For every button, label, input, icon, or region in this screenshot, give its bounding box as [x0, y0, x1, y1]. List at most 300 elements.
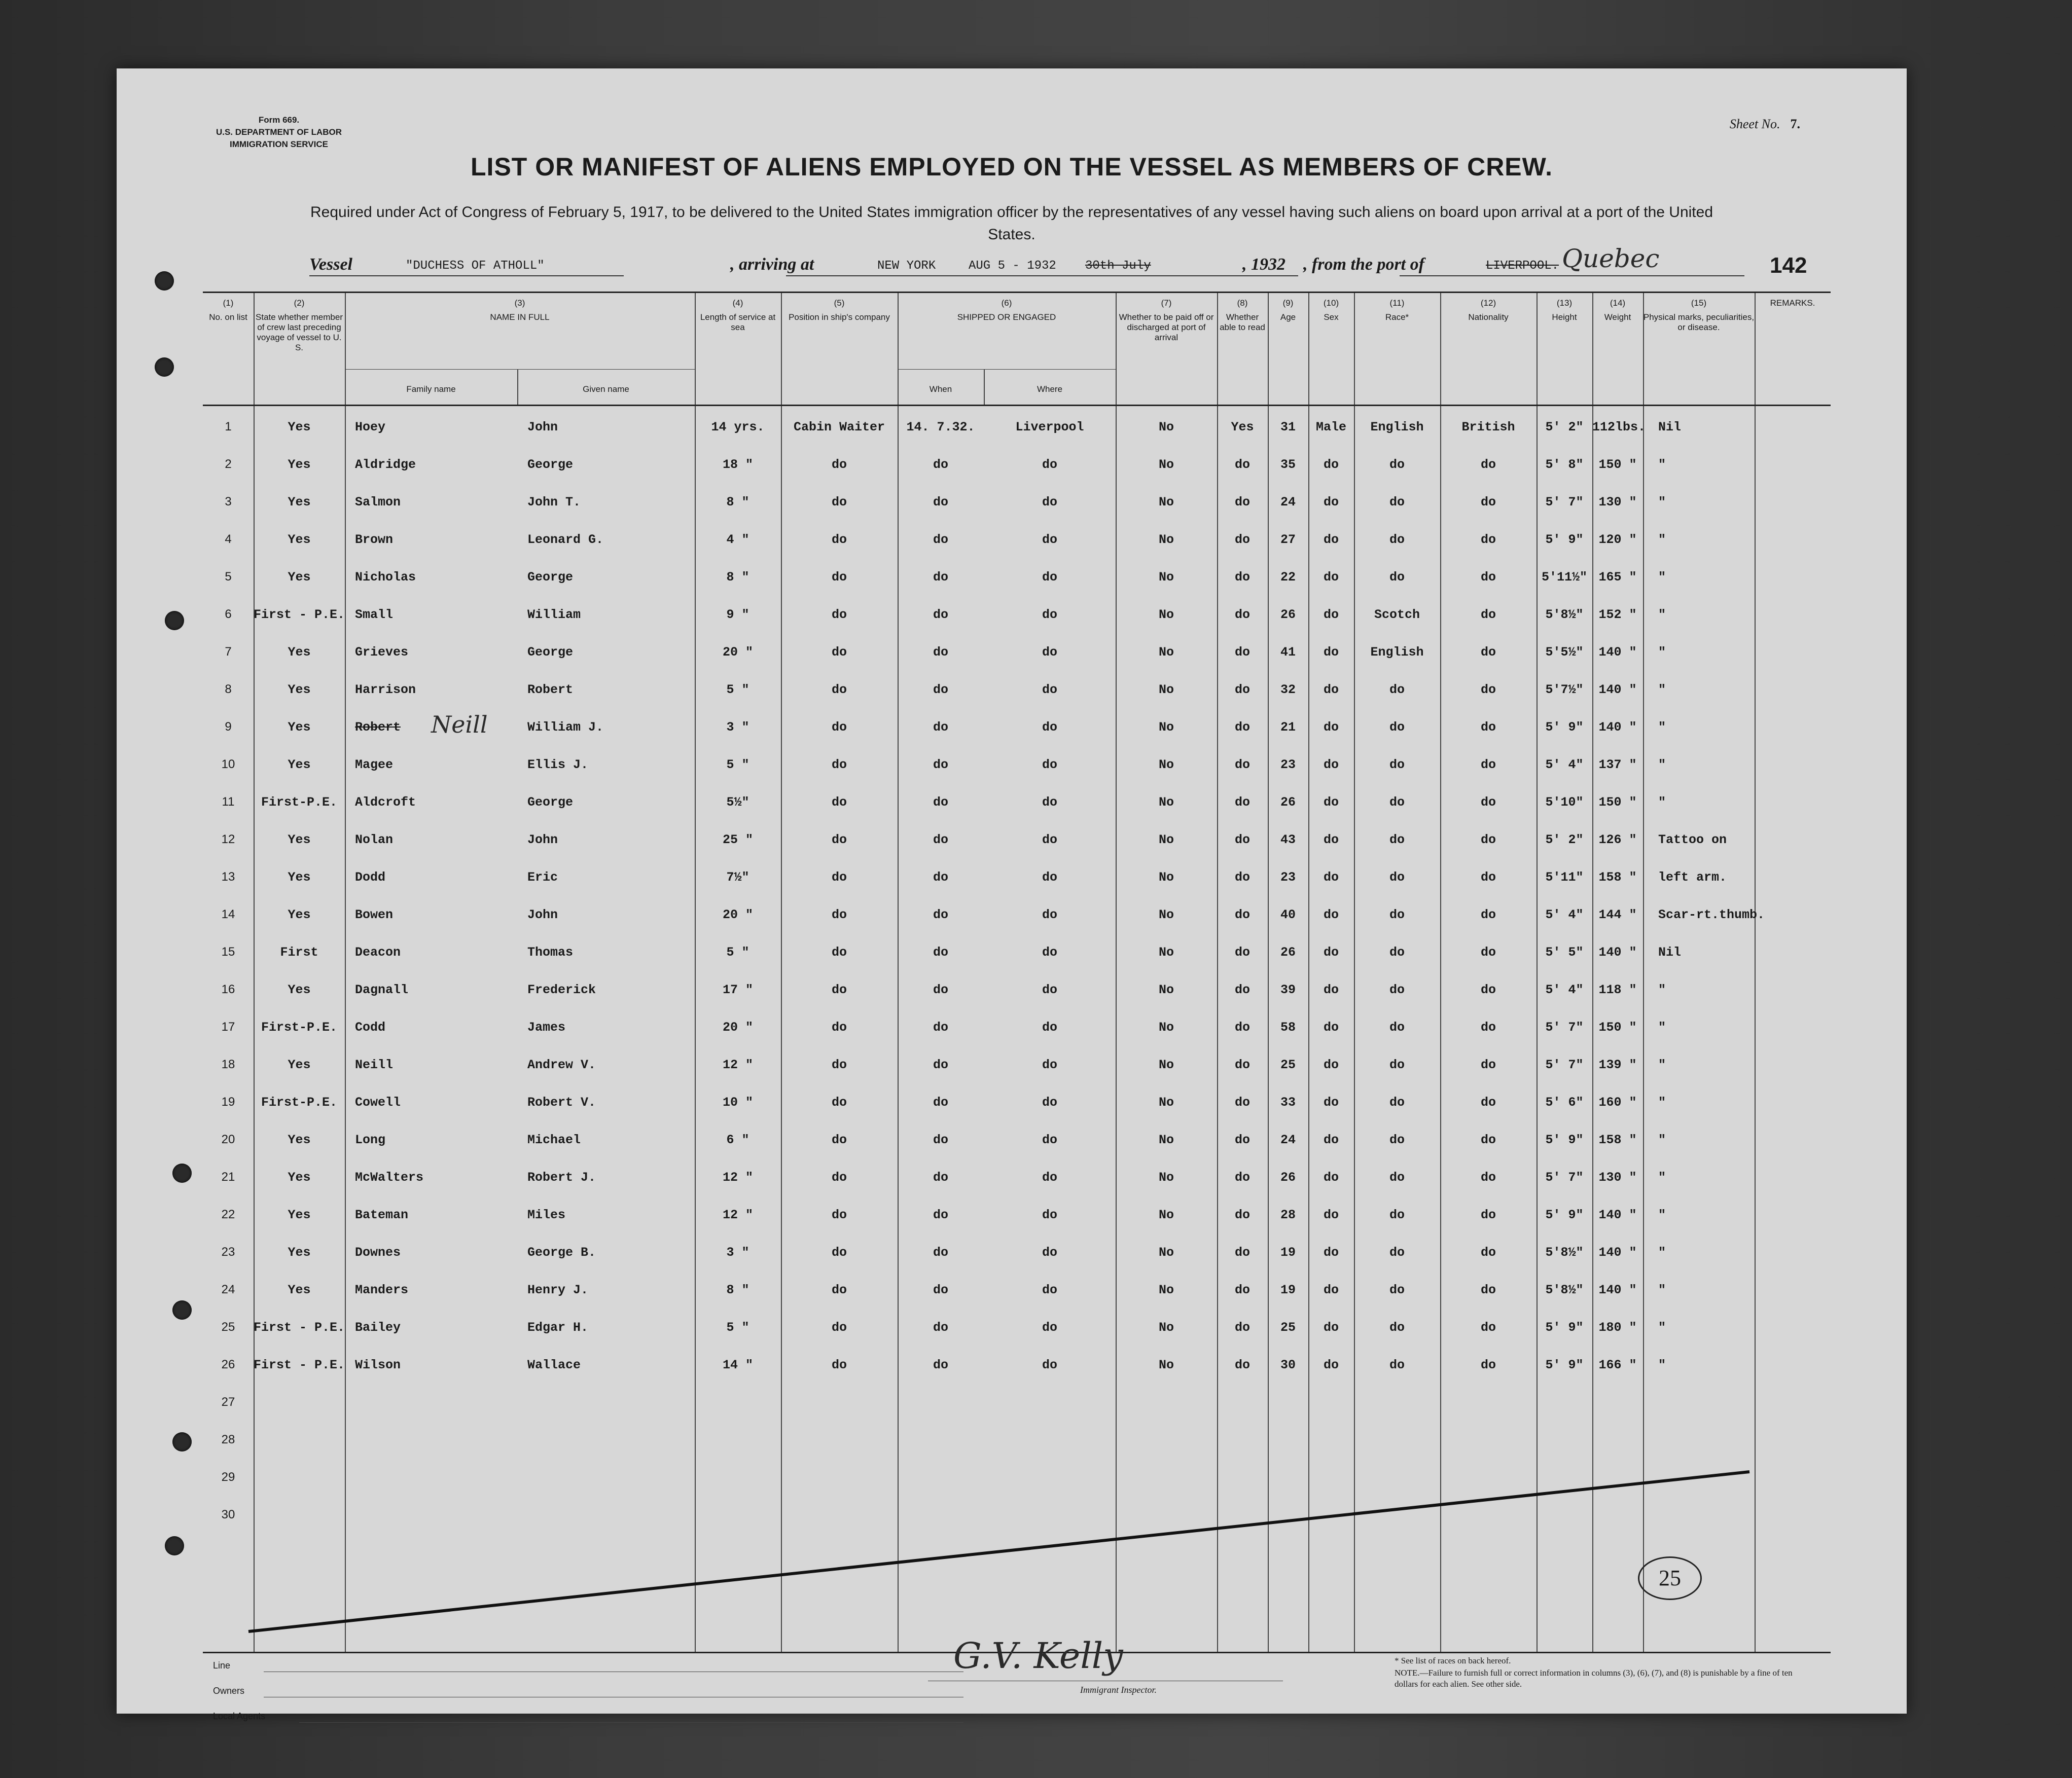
when-subheader: When [929, 384, 952, 394]
previous-voyage: First - P.E. [254, 607, 345, 622]
race: do [1389, 682, 1405, 697]
previous-voyage: Yes [288, 495, 311, 510]
nationality: do [1480, 1133, 1496, 1147]
row-number: 4 [225, 532, 232, 546]
previous-voyage: Yes [288, 1058, 311, 1072]
position: do [831, 1133, 847, 1147]
race: do [1389, 495, 1405, 510]
position: do [831, 607, 847, 622]
position: do [831, 870, 847, 885]
physical-marks: " [1658, 457, 1666, 472]
position: do [831, 570, 847, 585]
height: 5' 9" [1545, 1208, 1584, 1222]
service-length: 9 " [726, 607, 749, 622]
family-name: Robert [355, 720, 401, 735]
service-length: 8 " [726, 495, 749, 510]
binder-hole [155, 271, 174, 291]
paid-off: No [1158, 1283, 1174, 1297]
able-to-read: do [1234, 1358, 1250, 1372]
shipped-when: do [933, 720, 948, 735]
shipped-when: do [933, 457, 948, 472]
sheet-number [1730, 117, 1800, 132]
shipped-when: do [933, 495, 948, 510]
row-number: 17 [221, 1020, 235, 1034]
family-name: Magee [355, 757, 394, 772]
family-name: Brown [355, 532, 394, 547]
race: do [1389, 945, 1405, 960]
service-length: 20 " [722, 645, 753, 660]
nationality: do [1480, 757, 1496, 772]
given-name: Edgar H. [527, 1320, 589, 1335]
able-to-read: do [1234, 682, 1250, 697]
struck-port: LIVERPOOL. [1486, 259, 1559, 273]
given-name: George [527, 795, 574, 810]
nationality: do [1480, 607, 1496, 622]
service-length: 12 " [722, 1058, 753, 1072]
family-name: Deacon [355, 945, 401, 960]
physical-marks: left arm. [1658, 870, 1727, 885]
sex: do [1323, 1170, 1339, 1185]
previous-voyage: Yes [288, 1245, 311, 1260]
weight: 152 " [1598, 607, 1637, 622]
nationality: do [1480, 1170, 1496, 1185]
service-length: 20 " [722, 908, 753, 922]
weight: 140 " [1598, 1245, 1637, 1260]
shipped-where: do [1042, 645, 1057, 660]
service-length: 17 " [722, 983, 753, 997]
race: do [1389, 908, 1405, 922]
previous-voyage: Yes [288, 983, 311, 997]
previous-voyage: Yes [288, 870, 311, 885]
binder-hole [172, 1164, 192, 1183]
paid-off: No [1158, 870, 1174, 885]
race: do [1389, 1358, 1405, 1372]
family-name: Dagnall [355, 983, 409, 997]
service-length: 5 " [726, 945, 749, 960]
shipped-where: do [1042, 832, 1057, 847]
given-name: Wallace [527, 1358, 581, 1372]
race: do [1389, 795, 1405, 810]
age: 21 [1280, 720, 1296, 735]
physical-marks: " [1658, 1133, 1666, 1147]
family-name: Nicholas [355, 570, 416, 585]
height: 5' 7" [1545, 1058, 1584, 1072]
row-number: 10 [221, 757, 235, 771]
position: do [831, 1245, 847, 1260]
given-name: Leonard G. [527, 532, 604, 547]
family-name: Dodd [355, 870, 386, 885]
header-col-6-number: (6) [1001, 298, 1012, 308]
physical-marks: Tattoo on [1658, 832, 1727, 847]
shipped-when: do [933, 832, 948, 847]
agents-underline [299, 1722, 963, 1723]
shipped-where: do [1042, 945, 1057, 960]
paid-off: No [1158, 1170, 1174, 1185]
weight: 166 " [1598, 1358, 1637, 1372]
family-name: Bateman [355, 1208, 409, 1222]
previous-voyage: First-P.E. [261, 795, 338, 810]
previous-voyage: First-P.E. [261, 1095, 338, 1110]
header-col-12-label: Nationality [1468, 312, 1509, 322]
height: 5' 2" [1545, 832, 1584, 847]
paid-off: No [1158, 420, 1174, 434]
sex: do [1323, 832, 1339, 847]
previous-voyage: Yes [288, 532, 311, 547]
row-number: 22 [221, 1208, 235, 1221]
age: 32 [1280, 682, 1296, 697]
position: do [831, 1320, 847, 1335]
nationality: do [1480, 570, 1496, 585]
able-to-read: do [1234, 495, 1250, 510]
weight: 140 " [1598, 945, 1637, 960]
row-number: 1 [225, 420, 232, 433]
paid-off: No [1158, 1358, 1174, 1372]
height: 5' 7" [1545, 1020, 1584, 1035]
inspector-signature: G.V. Kelly [953, 1635, 1123, 1677]
race: do [1389, 720, 1405, 735]
row-number: 28 [221, 1433, 235, 1446]
given-name: Andrew V. [527, 1058, 596, 1072]
height: 5' 5" [1545, 945, 1584, 960]
nationality: do [1480, 1208, 1496, 1222]
nationality: do [1480, 832, 1496, 847]
age: 31 [1280, 420, 1296, 434]
race: English [1370, 420, 1424, 434]
physical-marks: " [1658, 1020, 1666, 1035]
race: do [1389, 1283, 1405, 1297]
header-col-12-number: (12) [1480, 298, 1496, 308]
physical-marks: " [1658, 495, 1666, 510]
height: 5' 4" [1545, 983, 1584, 997]
row-number: 9 [225, 720, 232, 734]
row-number: 19 [221, 1095, 235, 1109]
previous-voyage: Yes [288, 720, 311, 735]
header-col-6-label: SHIPPED OR ENGAGED [957, 312, 1056, 322]
paid-off: No [1158, 908, 1174, 922]
family-name: Cowell [355, 1095, 401, 1110]
family-name: Bowen [355, 908, 394, 922]
height: 5'8½" [1545, 607, 1584, 622]
physical-marks: Scar-rt.thumb. [1658, 908, 1765, 922]
row-number: 23 [221, 1245, 235, 1259]
shipped-when: do [933, 532, 948, 547]
nationality: do [1480, 1095, 1496, 1110]
header-col-14-label: Weight [1604, 312, 1631, 322]
local-agents-label: Local Agents [213, 1711, 266, 1721]
shipped-where: do [1042, 1320, 1057, 1335]
shipped-when: do [933, 607, 948, 622]
shipped-where: do [1042, 682, 1057, 697]
row-number: 2 [225, 457, 232, 471]
race: Scotch [1374, 607, 1420, 622]
arriving-port: NEW YORK [877, 259, 936, 273]
previous-voyage: Yes [288, 457, 311, 472]
sex: do [1323, 607, 1339, 622]
able-to-read: do [1234, 570, 1250, 585]
height: 5'8½" [1545, 1283, 1584, 1297]
sex: do [1323, 1095, 1339, 1110]
able-to-read: do [1234, 908, 1250, 922]
service-name: IMMIGRATION SERVICE [230, 139, 328, 149]
age: 33 [1280, 1095, 1296, 1110]
row-number: 5 [225, 570, 232, 584]
able-to-read: do [1234, 832, 1250, 847]
paid-off: No [1158, 1320, 1174, 1335]
service-length: 20 " [722, 1020, 753, 1035]
race: do [1389, 1020, 1405, 1035]
sheet-number-value: 7. [1790, 117, 1800, 131]
shipped-where: do [1042, 757, 1057, 772]
header-col-2-number: (2) [294, 298, 305, 308]
nationality: do [1480, 1320, 1496, 1335]
header-col-3-number: (3) [514, 298, 525, 308]
previous-voyage: First - P.E. [254, 1320, 345, 1335]
position: do [831, 495, 847, 510]
given-name: Frederick [527, 983, 596, 997]
binder-hole [155, 357, 174, 377]
position: do [831, 1095, 847, 1110]
position: do [831, 983, 847, 997]
race: do [1389, 870, 1405, 885]
position: do [831, 945, 847, 960]
header-col-9-number: (9) [1282, 298, 1294, 308]
given-name: George [527, 645, 574, 660]
row-number: 25 [221, 1320, 235, 1334]
shipped-where: do [1042, 1245, 1057, 1260]
row-number: 20 [221, 1133, 235, 1146]
header-col-10-number: (10) [1323, 298, 1339, 308]
header-col-10-label: Sex [1324, 312, 1339, 322]
height: 5'5½" [1545, 645, 1584, 660]
shipped-when: do [933, 645, 948, 660]
shipped-where: do [1042, 908, 1057, 922]
paid-off: No [1158, 495, 1174, 510]
document-title: LIST OR MANIFEST OF ALIENS EMPLOYED ON THE VESSEL AS MEMBERS OF CREW. [471, 153, 1553, 181]
sex: do [1323, 532, 1339, 547]
shipped-when: 14. 7.32. [906, 420, 975, 434]
height: 5'11½" [1541, 570, 1587, 585]
service-length: 5½" [726, 795, 749, 810]
physical-marks: " [1658, 757, 1666, 772]
header-col-5-label: Position in ship's company [789, 312, 890, 322]
vessel-label: Vessel [309, 255, 352, 274]
service-length: 6 " [726, 1133, 749, 1147]
service-length: 14 " [722, 1358, 753, 1372]
family-name: Salmon [355, 495, 401, 510]
family-name: Hoey [355, 420, 386, 434]
age: 35 [1280, 457, 1296, 472]
row-number: 7 [225, 645, 232, 659]
shipped-when: do [933, 570, 948, 585]
age: 25 [1280, 1320, 1296, 1335]
family-name-subheader: Family name [406, 384, 456, 394]
age: 43 [1280, 832, 1296, 847]
header-col-13-number: (13) [1556, 298, 1573, 308]
sex: do [1323, 795, 1339, 810]
given-name: Miles [527, 1208, 566, 1222]
header-col-14-number: (14) [1610, 298, 1626, 308]
sex: do [1323, 1283, 1339, 1297]
able-to-read: do [1234, 983, 1250, 997]
date-stamp: AUG 5 - 1932 [969, 259, 1056, 273]
where-subheader: Where [1037, 384, 1063, 394]
header-col-5-number: (5) [834, 298, 845, 308]
weight: 150 " [1598, 795, 1637, 810]
service-length: 18 " [722, 457, 753, 472]
weight: 120 " [1598, 532, 1637, 547]
row-number: 15 [221, 945, 235, 959]
height: 5' 7" [1545, 495, 1584, 510]
shipped-when: do [933, 1245, 948, 1260]
age: 40 [1280, 908, 1296, 922]
sex: do [1323, 870, 1339, 885]
paid-off: No [1158, 757, 1174, 772]
binder-hole [172, 1432, 192, 1452]
shipped-when: do [933, 1095, 948, 1110]
given-name: Robert [527, 682, 574, 697]
race: do [1389, 1170, 1405, 1185]
age: 23 [1280, 870, 1296, 885]
age: 26 [1280, 1170, 1296, 1185]
header-col-9-label: Age [1280, 312, 1296, 322]
able-to-read: do [1234, 795, 1250, 810]
shipped-where: do [1042, 1208, 1057, 1222]
weight: 137 " [1598, 757, 1637, 772]
sex: do [1323, 1133, 1339, 1147]
family-name: Neill [355, 1058, 394, 1072]
paid-off: No [1158, 1058, 1174, 1072]
date-underline [786, 275, 1298, 276]
service-length: 7½" [726, 870, 749, 885]
able-to-read: do [1234, 870, 1250, 885]
physical-marks: " [1658, 1283, 1666, 1297]
height: 5' 6" [1545, 1095, 1584, 1110]
shipped-where: do [1042, 983, 1057, 997]
able-to-read: do [1234, 1095, 1250, 1110]
previous-voyage: Yes [288, 832, 311, 847]
weight: 139 " [1598, 1058, 1637, 1072]
previous-voyage: Yes [288, 570, 311, 585]
service-length: 3 " [726, 1245, 749, 1260]
given-name: George [527, 457, 574, 472]
sex: do [1323, 457, 1339, 472]
weight: 126 " [1598, 832, 1637, 847]
family-name: Codd [355, 1020, 386, 1035]
document-subtitle: Required under Act of Congress of February 5, 1917, to be delivered to the United States immigration officer by the representatives of any vessel having such aliens on board upon arrival at a port of the United States. [310, 204, 1713, 243]
sex: do [1323, 495, 1339, 510]
header-col-7-number: (7) [1161, 298, 1172, 308]
family-name: Aldcroft [355, 795, 416, 810]
physical-marks: " [1658, 607, 1666, 622]
height: 5'10" [1545, 795, 1584, 810]
previous-voyage: Yes [288, 420, 311, 434]
paid-off: No [1158, 1245, 1174, 1260]
nationality: do [1480, 1283, 1496, 1297]
weight: 144 " [1598, 908, 1637, 922]
nationality: do [1480, 532, 1496, 547]
nationality: do [1480, 1245, 1496, 1260]
nationality: do [1480, 720, 1496, 735]
given-name: William [527, 607, 581, 622]
height: 5'11" [1545, 870, 1584, 885]
given-name: John T. [527, 495, 581, 510]
shipped-when: do [933, 1358, 948, 1372]
given-name: John [527, 832, 558, 847]
weight: 160 " [1598, 1095, 1637, 1110]
service-length: 10 " [722, 1095, 753, 1110]
family-name: Manders [355, 1283, 409, 1297]
header-col-4-number: (4) [732, 298, 743, 308]
able-to-read: do [1234, 1020, 1250, 1035]
race: do [1389, 757, 1405, 772]
age: 22 [1280, 570, 1296, 585]
shipped-where: Liverpool [1015, 420, 1084, 434]
sex: do [1323, 682, 1339, 697]
paid-off: No [1158, 1020, 1174, 1035]
shipped-where: do [1042, 607, 1057, 622]
sex: do [1323, 720, 1339, 735]
line-label: Line [213, 1660, 231, 1671]
service-length: 5 " [726, 682, 749, 697]
paid-off: No [1158, 457, 1174, 472]
race: do [1389, 457, 1405, 472]
handwritten-family-name: Neill [431, 711, 488, 738]
height: 5' 9" [1545, 720, 1584, 735]
physical-marks: " [1658, 720, 1666, 735]
race: do [1389, 532, 1405, 547]
nationality: do [1480, 645, 1496, 660]
height: 5' 2" [1545, 420, 1584, 434]
given-name-subheader: Given name [583, 384, 629, 394]
weight: 140 " [1598, 1208, 1637, 1222]
family-name: Small [355, 607, 394, 622]
race: English [1370, 645, 1424, 660]
shipped-when: do [933, 908, 948, 922]
shipped-when: do [933, 795, 948, 810]
paid-off: No [1158, 832, 1174, 847]
position: do [831, 795, 847, 810]
nationality: do [1480, 1358, 1496, 1372]
race: do [1389, 983, 1405, 997]
weight: 140 " [1598, 1283, 1637, 1297]
crew-table [203, 292, 1831, 1653]
binder-hole [165, 1536, 184, 1555]
header-col-2-label: State whether member of crew last preceding voyage of vessel to U. S. [256, 312, 343, 352]
shipped-where: do [1042, 1283, 1057, 1297]
paid-off: No [1158, 570, 1174, 585]
port-underline [1400, 275, 1744, 276]
family-name: Bailey [355, 1320, 401, 1335]
age: 39 [1280, 983, 1296, 997]
position: do [831, 1358, 847, 1372]
nationality: do [1480, 908, 1496, 922]
position: do [831, 532, 847, 547]
able-to-read: do [1234, 1208, 1250, 1222]
race: do [1389, 1058, 1405, 1072]
inspector-label: Immigrant Inspector. [1080, 1685, 1157, 1695]
race: do [1389, 1208, 1405, 1222]
service-length: 4 " [726, 532, 749, 547]
height: 5' 4" [1545, 757, 1584, 772]
shipped-when: do [933, 1283, 948, 1297]
physical-marks: " [1658, 1208, 1666, 1222]
shipped-where: do [1042, 1020, 1057, 1035]
service-length: 12 " [722, 1208, 753, 1222]
height: 5' 9" [1545, 532, 1584, 547]
height: 5'7½" [1545, 682, 1584, 697]
able-to-read: do [1234, 1283, 1250, 1297]
shipped-where: do [1042, 457, 1057, 472]
